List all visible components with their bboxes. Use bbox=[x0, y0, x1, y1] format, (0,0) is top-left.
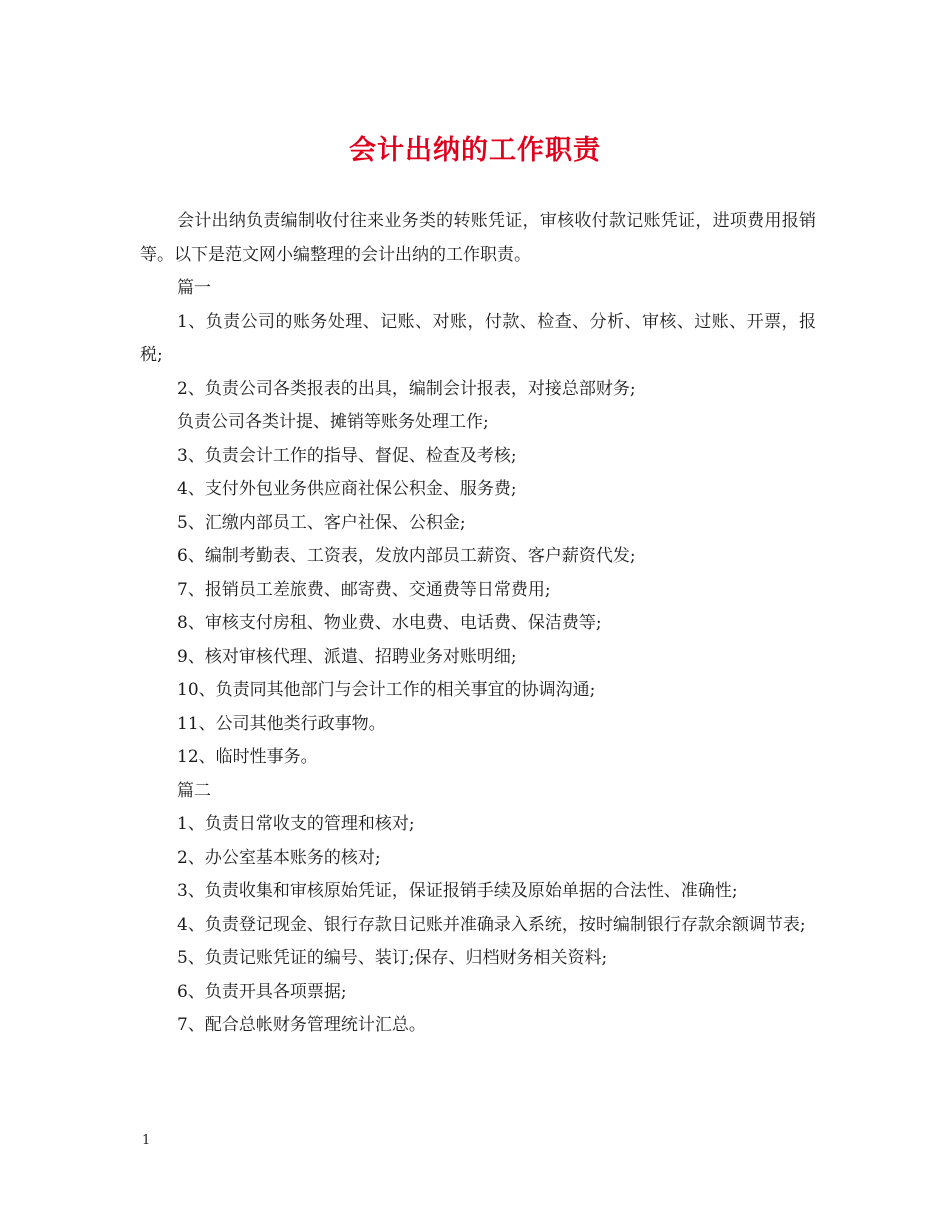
document-body bbox=[140, 205, 816, 1043]
list-item: 负责公司各类计提、摊销等账务处理工作; bbox=[177, 412, 489, 432]
list-item: 6、编制考勤表、工资表，发放内部员工薪资、客户薪资代发; bbox=[177, 546, 636, 566]
list-item: 3、负责收集和审核原始凭证，保证报销手续及原始单据的合法性、准确性; bbox=[177, 881, 738, 901]
page-number: 1 bbox=[142, 1133, 151, 1148]
list-item: 4、负责登记现金、银行存款日记账并准确录入系统，按时编制银行存款余额调节表; bbox=[177, 914, 806, 935]
list-item: 3、负责会计工作的指导、督促、检查及考核; bbox=[177, 445, 517, 466]
list-item: 5、负责记账凭证的编号、装订;保存、归档财务相关资料; bbox=[177, 948, 608, 968]
list-item: 11、公司其他类行政事物。 bbox=[177, 713, 386, 734]
list-item: 7、配合总帐财务管理统计汇总。 bbox=[177, 1015, 426, 1035]
list-item: 6、负责开具各项票据; bbox=[177, 981, 347, 1002]
list-item: 5、汇缴内部员工、客户社保、公积金; bbox=[177, 512, 466, 533]
list-item: 2、办公室基本账务的核对; bbox=[177, 847, 381, 868]
list-item: 8、审核支付房租、物业费、水电费、电话费、保洁费等; bbox=[177, 613, 602, 633]
list-item: 7、报销员工差旅费、邮寄费、交通费等日常费用; bbox=[177, 579, 551, 600]
list-item: 4、支付外包业务供应商社保公积金、服务费; bbox=[177, 479, 517, 499]
list-item: 2、负责公司各类报表的出具，编制会计报表，对接总部财务; bbox=[177, 378, 636, 399]
section-heading: 篇一 bbox=[177, 278, 211, 298]
document-title: 会计出纳的工作职责 bbox=[349, 135, 601, 166]
list-item: 1、负责公司的账务处理、记账、对账，付款、检查、分析、审核、过账、开票，报税; bbox=[140, 311, 816, 365]
list-item: 9、核对审核代理、派遣、招聘业务对账明细; bbox=[177, 646, 517, 667]
list-item: 1、负责日常收支的管理和核对; bbox=[177, 814, 415, 834]
intro-paragraph: 会计出纳负责编制收付往来业务类的转账凭证，审核收付款记账凭证，进项费用报销等。以下是范文网小编整理的会计出纳的工作职责。 bbox=[140, 211, 816, 265]
list-item: 10、负责同其他部门与会计工作的相关事宜的协调沟通; bbox=[177, 680, 596, 700]
list-item: 12、临时性事务。 bbox=[177, 747, 318, 767]
section-heading: 篇二 bbox=[177, 780, 211, 801]
